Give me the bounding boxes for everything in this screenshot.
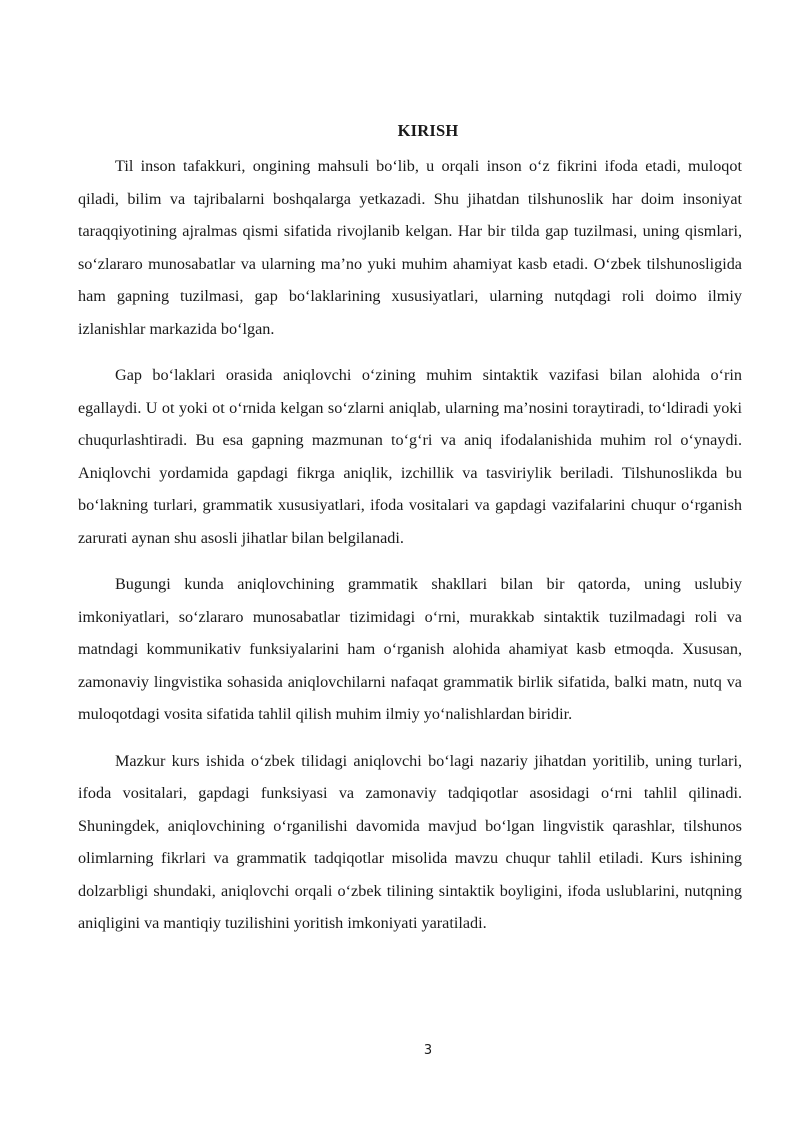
paragraph-1: Til inson tafakkuri, ongining mahsuli bo‘lib, u orqali inson o‘z fikrini ifoda etadi, muloqot qiladi, bilim va tajribalarni boshqalarga yetkazadi. Shu jihatdan tilshunoslik har doim insoniyat taraqqiyotining ajralmas qismi sifatida rivojlanib kelgan. Har bir tilda gap tuzilmasi, uning qismlari, so‘zlararo munosabatlar va ularning ma’no yuki muhim ahamiyat kasb etadi. O‘zbek tilshunosligida ham gapning tuzilmasi, gap bo‘laklarining xususiyatlari, ularning nutqdagi roli doimo ilmiy izlanishlar markazida bo‘lgan.	[78, 157, 742, 338]
paragraph-2: Gap bo‘laklari orasida aniqlovchi o‘zining muhim sintaktik vazifasi bilan alohida o‘rin egallaydi. U ot yoki ot o‘rnida kelgan so‘zlarni aniqlab, ularning ma’nosini toraytiradi, to‘ldiradi yoki chuqurlashtiradi. Bu esa gapning mazmunan to‘g‘ri va aniq ifodalanishida muhim rol o‘ynaydi. Aniqlovchi yordamida gapdagi fikrga aniqlik, izchillik va tasviriylik beriladi. Tilshunoslikda bu bo‘lakning turlari, grammatik xususiyatlari, ifoda vositalari va gapdagi vazifalarini chuqur o‘rganish zarurati aynan shu asosli jihatlar bilan belgilanadi.	[78, 366, 742, 547]
page-number: 3	[423, 1043, 433, 1058]
body-text	[78, 150, 742, 954]
paragraph-4: Mazkur kurs ishida o‘zbek tilidagi aniqlovchi bo‘lagi nazariy jihatdan yoritilib, uning turlari, ifoda vositalari, gapdagi funksiyasi va zamonaviy tadqiqotlar asosidagi o‘rni tahlil qilinadi. Shuningdek, aniqlovchining o‘rganilishi davomida mavjud bo‘lgan lingvistik qarashlar, tilshunos olimlarning fikrlari va grammatik tadqiqotlar misolida mavzu chuqur tahlil etiladi. Kurs ishining dolzarbligi shundaki, aniqlovchi orqali o‘zbek tilining sintaktik boyligini, ifoda uslublarini, nutqning aniqligini va mantiqiy tuzilishini yoritish imkoniyati yaratiladi.	[78, 751, 742, 932]
page-title: KIRISH	[397, 121, 459, 140]
paragraph-3: Bugungi kunda aniqlovchining grammatik shakllari bilan bir qatorda, uning uslubiy imkoniyatlari, so‘zlararo munosabatlar tizimidagi o‘rni, murakkab sintaktik tuzilmadagi roli va matndagi kommunikativ funksiyalarini ham o‘rganish alohida ahamiyat kasb etmoqda. Xususan, zamonaviy lingvistika sohasida aniqlovchilarni nafaqat grammatik birlik sifatida, balki matn, nutq va muloqotdagi vosita sifatida tahlil qilish muhim ilmiy yo‘nalishlardan biridir.	[78, 575, 742, 723]
